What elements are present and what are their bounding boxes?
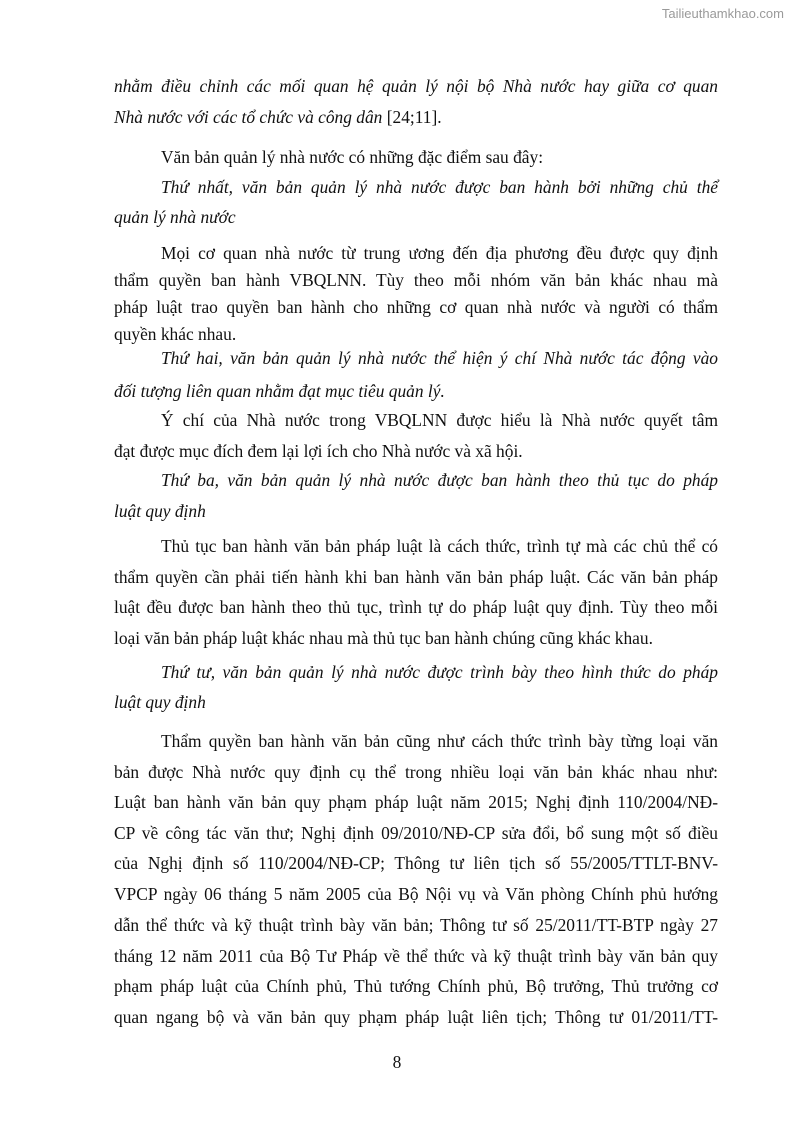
text-line [114,790,718,814]
text-line [114,74,718,98]
text-line [114,626,718,650]
text-line [114,439,718,463]
text-line [114,499,718,523]
text-line [114,729,718,753]
text-line-content: nhằm điều chỉnh các mối quan hệ quản lý nội bộ Nhà nước hay giữa cơ quan [114,76,718,96]
text-line [114,690,718,714]
text-line [114,974,718,998]
text-line-content: thẩm quyền cần phải tiến hành khi ban hành văn bản pháp luật. Các văn bản pháp [114,567,718,587]
text-line-content: Nhà nước với các tổ chức và công dân [114,107,383,127]
text-line-content: của Nghị định số 110/2004/NĐ-CP; Thông tư liên tịch số 55/2005/TTLT-BNV- [114,853,718,873]
text-line [114,851,718,875]
text-line-content: luật đều được ban hành theo thủ tục, trình tự do pháp luật quy định. Tùy theo mỗi [114,597,718,617]
text-line [114,595,718,619]
text-line [114,241,718,265]
text-line-content: dẫn thể thức và kỹ thuật trình bày văn bản; Thông tư số 25/2011/TT-BTP ngày 27 [114,915,718,935]
watermark: Tailieuthamkhao.com [661,6,784,21]
text-line-content: đạt được mục đích đem lại lợi ích cho Nhà nước và xã hội. [114,441,523,461]
text-line [114,205,718,229]
text-line-content: CP về công tác văn thư; Nghị định 09/2010/NĐ-CP sửa đổi, bổ sung một số điều [114,823,718,843]
text-line-content: phạm pháp luật của Chính phủ, Thủ tướng Chính phủ, Bộ trưởng, Thủ trưởng cơ [114,976,718,996]
text-line-content: Thứ hai, văn bản quản lý nhà nước thể hiện ý chí Nhà nước tác động vào [161,348,718,368]
text-line-content: bản được Nhà nước quy định cụ thể trong nhiều loại văn bản khác nhau như: [114,762,718,782]
text-line [114,534,718,558]
text-line-content: VPCP ngày 06 tháng 5 năm 2005 của Bộ Nội vụ và Văn phòng Chính phủ hướng [114,884,718,904]
text-line-content: luật quy định [114,692,206,712]
text-line-content: Văn bản quản lý nhà nước có những đặc điểm sau đây: [161,147,544,167]
text-line [114,468,718,492]
text-line [114,1005,718,1029]
text-line [114,760,718,784]
citation: [24;11]. [382,107,442,127]
text-line-content: quản lý nhà nước [114,207,236,227]
text-line-content: quyền khác nhau. [114,324,237,344]
text-line-content: Thứ nhất, văn bản quản lý nhà nước được ban hành bởi những chủ thể [161,177,718,197]
text-line-content: loại văn bản pháp luật khác nhau mà thủ tục ban hành chúng cũng khác khau. [114,628,653,648]
page-number: 8 [392,1052,402,1072]
text-line [114,346,718,370]
text-line-content: Thủ tục ban hành văn bản pháp luật là cách thức, trình tự mà các chủ thể có [161,536,718,556]
text-line [114,565,718,589]
text-line-content: Ý chí của Nhà nước trong VBQLNN được hiểu là Nhà nước quyết tâm [161,410,718,430]
text-line [114,821,718,845]
text-line-content: thẩm quyền ban hành VBQLNN. Tùy theo mỗi nhóm văn bản khác nhau mà [114,270,718,290]
text-line [114,175,718,199]
text-line [114,105,718,129]
text-line [114,268,718,292]
text-line [114,944,718,968]
text-line-content: luật quy định [114,501,206,521]
text-line [114,379,718,403]
text-line-content: đối tượng liên quan nhằm đạt mục tiêu quản lý. [114,381,445,401]
text-line [114,322,718,346]
text-line-content: Thẩm quyền ban hành văn bản cũng như cách thức trình bày từng loại văn [161,731,718,751]
text-line [114,295,718,319]
text-line [114,913,718,937]
text-line-content: tháng 12 năm 2011 của Bộ Tư Pháp về thể thức và kỹ thuật trình bày văn bản quy [114,946,718,966]
text-line-content: Mọi cơ quan nhà nước từ trung ương đến địa phương đều được quy định [161,243,718,263]
text-line-content: Luật ban hành văn bản quy phạm pháp luật năm 2015; Nghị định 110/2004/NĐ- [114,792,718,812]
text-line-content: pháp luật trao quyền ban hành cho những cơ quan nhà nước và người có thẩm [114,297,718,317]
text-line [114,660,718,684]
text-line [114,408,718,432]
text-line [114,882,718,906]
text-line-content: quan ngang bộ và văn bản quy phạm pháp luật liên tịch; Thông tư 01/2011/TT- [114,1007,718,1027]
text-line-content: Thứ tư, văn bản quản lý nhà nước được trình bày theo hình thức do pháp [161,662,718,682]
text-line-content: Thứ ba, văn bản quản lý nhà nước được ban hành theo thủ tục do pháp [161,470,718,490]
text-line [114,145,718,169]
